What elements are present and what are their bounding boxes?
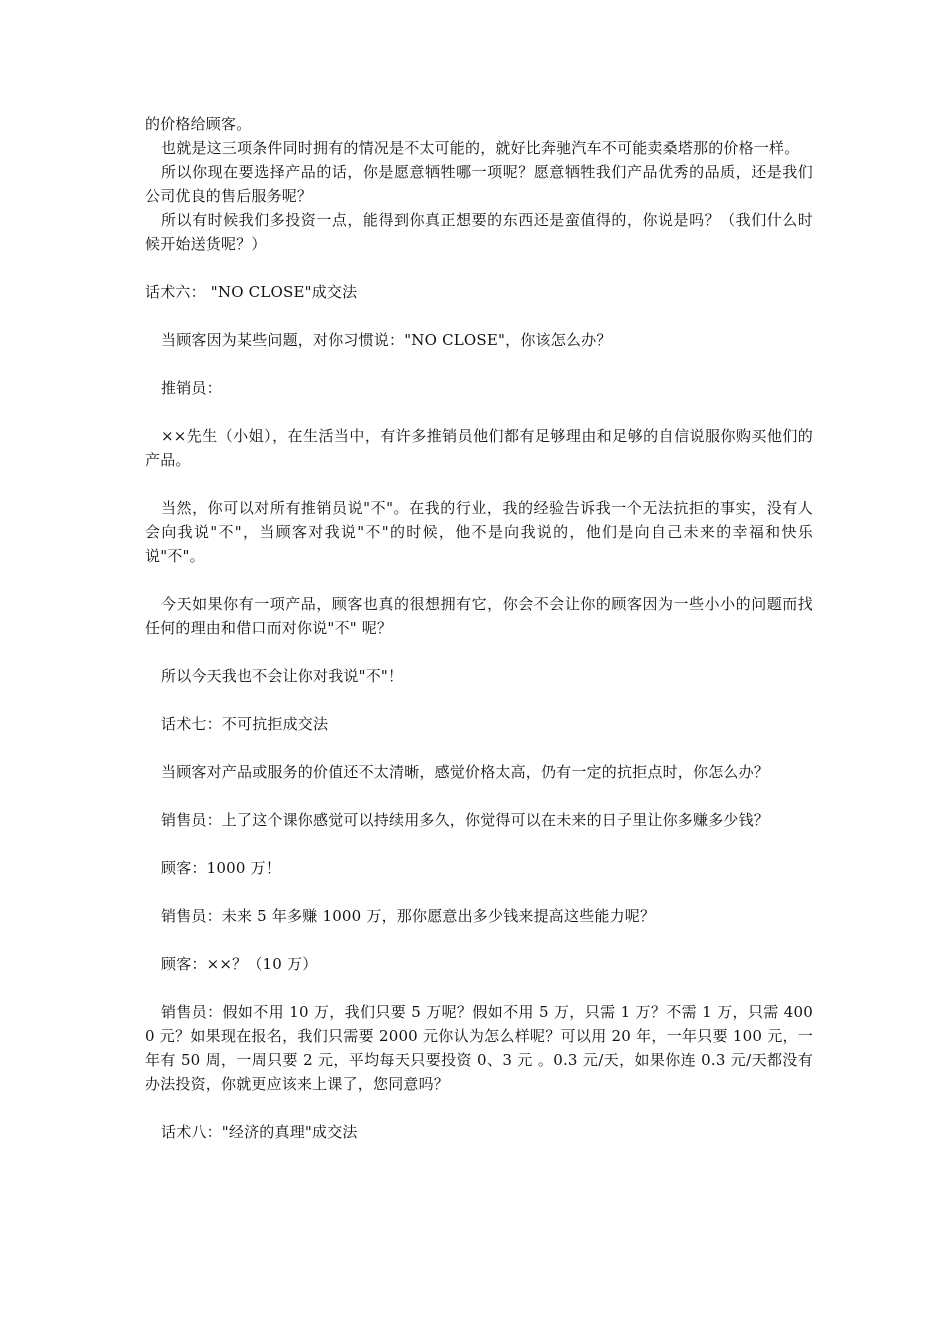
paragraph-price-breakdown: 销售员：假如不用 10 万，我们只要 5 万呢？假如不用 5 万，只需 1 万？不需 1 万，只需 4000 元？如果现在报名，我们只需要 2000 元你认为怎么样呢？可以用 20 年，一年只要 100 元，一年有 50 周，一周只要 2 元，平均每天只要投资 0、3 元 。0.3 元/天，如果你连 0.3 元/天都没有办法投资，你就更应该来上课了，您同意吗？ <box>145 1003 813 1093</box>
paragraph-many-salespeople: ××先生（小姐），在生活当中，有许多推销员他们都有足够理由和足够的自信说服你购买他们的产品。 <box>145 427 813 469</box>
document-page <box>145 112 813 1144</box>
paragraph-choose-sacrifice: 所以你现在要选择产品的话，你是愿意牺牲哪一项呢？愿意牺牲我们产品优秀的品质，还是我们公司优良的售后服务呢？ <box>145 163 813 205</box>
paragraph-three-conditions: 也就是这三项条件同时拥有的情况是不太可能的，就好比奔驰汽车不可能卖桑塔那的价格一样。 <box>161 139 800 157</box>
paragraph-invest-more: 所以有时候我们多投资一点，能得到你真正想要的东西还是蛮值得的，你说是吗？（我们什么时候开始送货呢？） <box>145 211 813 253</box>
heading-script-eight: 话术八："经济的真理"成交法 <box>161 1123 358 1141</box>
paragraph-salesperson-label: 推销员： <box>161 379 222 397</box>
paragraph-salesperson-5-years: 销售员：未来 5 年多赚 1000 万，那你愿意出多少钱来提高这些能力呢？ <box>161 907 656 925</box>
paragraph-say-no: 当然，你可以对所有推销员说"不"。在我的行业，我的经验告诉我一个无法抗拒的事实，没有人会向我说"不"，当顾客对我说"不"的时候，他不是向我说的，他们是向自己未来的幸福和快乐说"不"。 <box>145 499 813 565</box>
paragraph-wont-let-you-say-no: 所以今天我也不会让你对我说"不"！ <box>161 667 404 685</box>
heading-script-six: 话术六： "NO CLOSE"成交法 <box>145 283 358 301</box>
paragraph-customer-100k: 顾客：××？（10 万） <box>161 955 318 973</box>
paragraph-customer-10m: 顾客：1000 万！ <box>161 859 281 877</box>
paragraph-salesperson-question: 销售员：上了这个课你感觉可以持续用多久，你觉得可以在未来的日子里让你多赚多少钱？ <box>161 811 770 829</box>
paragraph-product-example: 今天如果你有一项产品，顾客也真的很想拥有它，你会不会让你的顾客因为一些小小的问题而找任何的理由和借口而对你说"不" 呢？ <box>145 595 813 637</box>
paragraph-no-close-question: 当顾客因为某些问题，对你习惯说："NO CLOSE"，你该怎么办？ <box>161 331 612 349</box>
paragraph-value-unclear: 当顾客对产品或服务的价值还不太清晰，感觉价格太高，仍有一定的抗拒点时，你怎么办？ <box>161 763 770 781</box>
paragraph-price-continuation: 的价格给顾客。 <box>145 115 252 133</box>
heading-script-seven: 话术七：不可抗拒成交法 <box>161 715 329 733</box>
